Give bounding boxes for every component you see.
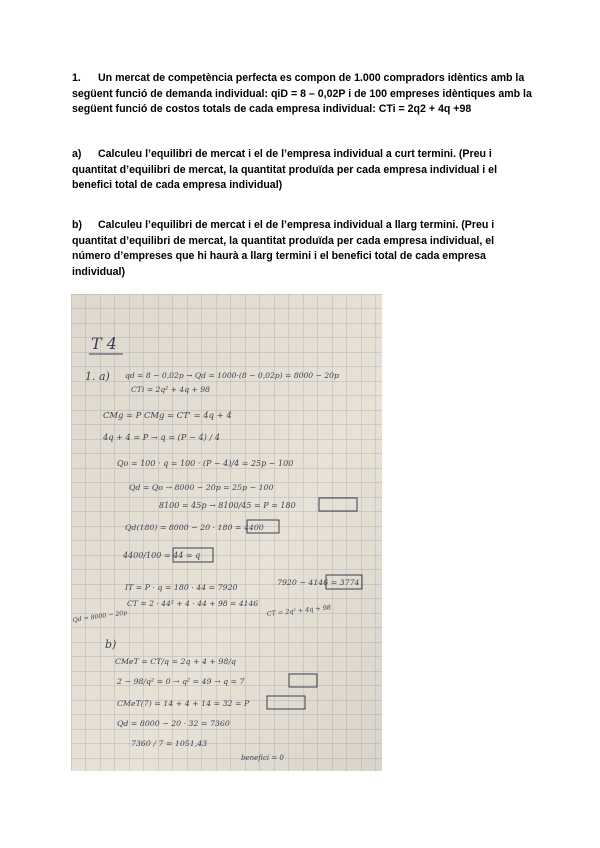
part-b-label: b) [72,219,82,231]
hw-line: CMeT = CT/q = 2q + 4 + 98/q [115,657,236,666]
hw-margin-note: CT = 2q² + 4q + 98 [266,603,332,618]
part-a-label: a) [72,148,82,160]
hw-line: IT = P · q = 180 · 44 = 7920 [125,583,238,592]
exercise-statement-text: Un mercat de competència perfecta es compon de 1.000 compradors idèntics amb la següent funció de demanda individual: qiD = 8 – 0,02P i de 100 empreses idèntiques amb la següent funció de costos totals de cada empresa individual: CTi = 2q2 + 4q +98 [72,72,532,116]
hw-line: CTi = 2q² + 4q + 98 [131,385,210,394]
hw-part-a-label: 1. a) [85,370,110,383]
hw-heading: T 4 [91,334,117,353]
hw-line: 4q + 4 = P → q = (P − 4) / 4 [103,432,221,442]
hw-line: 7920 − 4146 = 3774 [277,578,360,587]
hw-line: CMeT(7) = 14 + 4 + 14 = 32 = P [117,699,250,708]
hw-line: benefici = 0 [241,754,284,762]
hw-line: 8100 = 45p → 8100/45 = P = 180 [159,501,296,510]
hw-line: Qd(180) = 8000 − 20 · 180 = 4400 [125,523,264,532]
hw-line: 7360 / 7 = 1051,43 [131,739,208,748]
notes-canvas [71,294,382,771]
hw-line: Qd = 8000 − 20 · 32 = 7360 [117,719,230,728]
hw-line: Qd = Qo → 8000 − 20p = 25p − 100 [129,483,274,492]
handwritten-notes-photo [71,294,382,771]
hw-line: CMg = P CMg = CT' = 4q + 4 [103,410,232,420]
exercise-statement [72,71,532,118]
part-a-question [72,147,532,194]
hw-margin-note: Qd = 8000 − 20p [72,609,128,624]
hw-line: 4400/100 = 44 = q [123,551,201,560]
part-a-text: Calculeu l’equilibri de mercat i el de l’empresa individual a curt termini. (Preu i quantitat d’equilibri de mercat, la quantitat produïda per cada empresa individual i el benefici total de cada empresa individual) [72,148,498,192]
hw-line: 2 − 98/q² = 0 → q² = 49 → q = 7 [117,677,245,686]
hw-line: CT = 2 · 44² + 4 · 44 + 98 = 4146 [127,599,259,608]
hw-part-b-label: b) [105,638,117,651]
hw-line: qd = 8 − 0,02p → Qd = 1000·(8 − 0,02p) = 8000 − 20p [125,371,339,380]
hw-line: Qo = 100 · q = 100 · (P − 4)/4 = 25p − 100 [117,459,294,468]
exercise-number: 1. [72,72,81,84]
part-b-question [72,218,532,280]
part-b-text: Calculeu l’equilibri de mercat i el de l’empresa individual a llarg termini. (Preu i quantitat d’equilibri de mercat, la quantitat produïda per cada empresa individual, el número d’empreses que hi haurà a llarg termini i el benefici total de cada empresa individual) [72,219,495,278]
